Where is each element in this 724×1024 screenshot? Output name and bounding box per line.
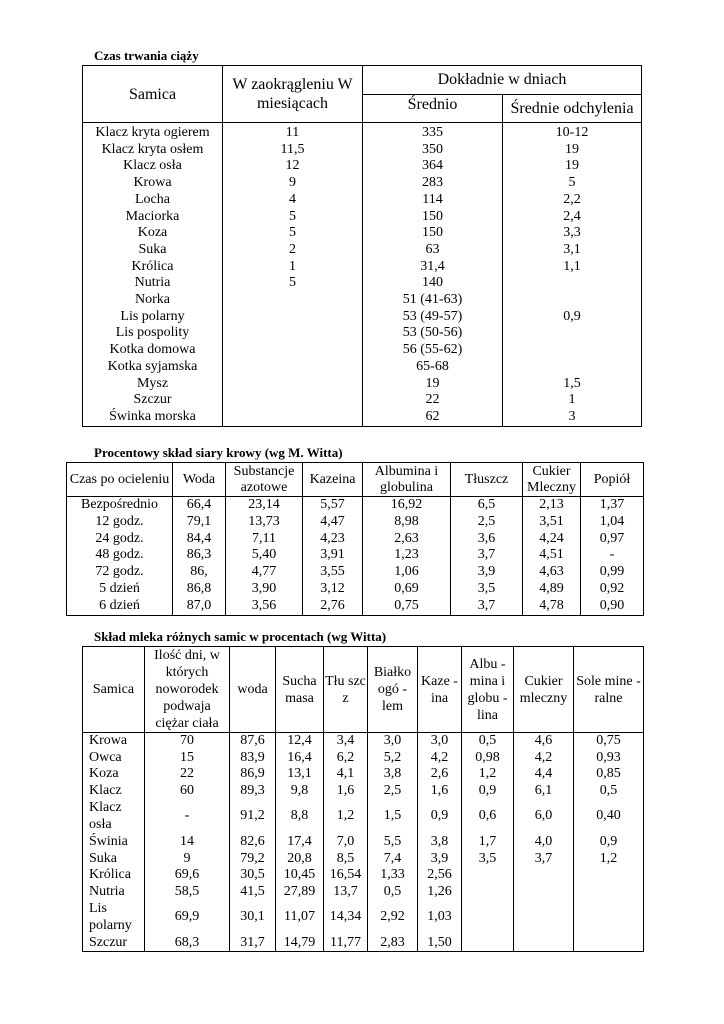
- header-col-1: Woda: [173, 463, 226, 497]
- row-label: Szczur: [89, 934, 128, 950]
- table-cell: 83,9: [230, 750, 276, 767]
- table-row: [83, 867, 644, 884]
- table-cell: 13,73: [226, 514, 303, 531]
- table-cell: 23,14: [226, 497, 303, 514]
- table-cell: 8,5: [324, 851, 368, 868]
- table-cell: 60: [145, 783, 230, 800]
- table-cell: 0,6: [462, 800, 514, 834]
- header-col-3: Sucha masa: [276, 647, 324, 733]
- table-cell: 3,4: [324, 733, 368, 750]
- table-cell: 4,78: [523, 598, 581, 615]
- table-cell: 1,2: [324, 800, 368, 834]
- table-row: [67, 531, 644, 548]
- table3-caption: Skład mleka różnych samic w procentach (wg Witta): [94, 629, 387, 644]
- table-cell: 86,: [173, 564, 226, 581]
- table-cell: 1,26: [418, 884, 462, 901]
- table-cell: 1,37: [581, 497, 644, 514]
- table-row: [67, 564, 644, 581]
- colostrum-body: [67, 497, 644, 616]
- header-deviation: Średnie odchylenia: [503, 94, 642, 123]
- table-cell: 11,77: [324, 935, 368, 952]
- table-cell: [462, 935, 514, 952]
- header-col-7: Popiół: [581, 463, 644, 497]
- table-cell: 1,50: [418, 935, 462, 952]
- table-cell: 3,9: [418, 851, 462, 868]
- table-row: [67, 514, 644, 531]
- table-cell: 1,23: [363, 547, 451, 564]
- table-cell: 86,9: [230, 766, 276, 783]
- table-cell: 0,5: [368, 884, 418, 901]
- table-row: [83, 766, 644, 783]
- table-cell: 5,2: [368, 750, 418, 767]
- table-cell: 70: [145, 733, 230, 750]
- colostrum-table: [66, 462, 644, 616]
- table-cell: 4,2: [514, 750, 574, 767]
- table-row: [83, 901, 644, 935]
- table-row: [83, 800, 644, 834]
- table-cell: 4,24: [523, 531, 581, 548]
- row-label: Krowa: [89, 733, 128, 748]
- header-col-9: Sole mine - ralne: [574, 647, 644, 733]
- table-cell: 3,6: [451, 531, 523, 548]
- header-col-4: Tłu szc z: [324, 647, 368, 733]
- table-cell: 4,2: [418, 750, 462, 767]
- table-cell: 2,13: [523, 497, 581, 514]
- table1-caption: Czas trwania ciąży: [94, 48, 199, 63]
- table-cell: 0,97: [581, 531, 644, 548]
- table-cell: 30,1: [230, 901, 276, 935]
- row-label: Owca: [89, 749, 122, 765]
- table-cell: [514, 867, 574, 884]
- table-cell: 11,07: [276, 901, 324, 935]
- header-col-1: Ilość dni, w których noworodek podwaja ciężar ciała: [145, 647, 230, 733]
- table-cell: 86,3: [173, 547, 226, 564]
- table-row: [83, 935, 644, 952]
- table-cell: 5,5: [368, 834, 418, 851]
- header-col-7: Albu -mina i globu -lina: [462, 647, 514, 733]
- column-deviation: 10-12 19 19 5 2,2 2,4 3,3 3,1 1,1 0,9 1,5 1 3: [503, 123, 642, 427]
- row-label: Klacz osła: [89, 800, 122, 832]
- milk-body: [83, 733, 644, 952]
- table-row: [67, 598, 644, 615]
- table-cell: 6,0: [514, 800, 574, 834]
- table-cell: 1,2: [462, 766, 514, 783]
- table-cell: 6,2: [324, 750, 368, 767]
- table-row: [67, 581, 644, 598]
- header-days: Dokładnie w dniach: [363, 66, 642, 95]
- table2-caption: Procentowy skład siary krowy (wg M. Witta): [94, 445, 343, 460]
- table-cell: 2,5: [368, 783, 418, 800]
- table-cell: 86,8: [173, 581, 226, 598]
- table-cell: 91,2: [230, 800, 276, 834]
- table-cell: 1,2: [574, 851, 644, 868]
- table-cell: 14,79: [276, 935, 324, 952]
- table-cell: 5,57: [303, 497, 363, 514]
- row-label: 72 godz.: [95, 564, 144, 580]
- header-col-3: Kazeina: [303, 463, 363, 497]
- row-label: 5 dzień: [99, 580, 140, 596]
- table-cell: 0,93: [574, 750, 644, 767]
- header-col-4: Albumina i globulina: [363, 463, 451, 497]
- table-cell: 3,55: [303, 564, 363, 581]
- table-cell: 0,90: [581, 598, 644, 615]
- table-cell: 3,8: [418, 834, 462, 851]
- table-cell: 15: [145, 750, 230, 767]
- table-cell: [462, 867, 514, 884]
- table-cell: 4,63: [523, 564, 581, 581]
- table-cell: 3,5: [451, 581, 523, 598]
- table-cell: 3,91: [303, 547, 363, 564]
- row-label: Nutria: [89, 883, 125, 899]
- table-cell: 3,12: [303, 581, 363, 598]
- table-cell: 66,4: [173, 497, 226, 514]
- table-cell: 2,6: [418, 766, 462, 783]
- table-cell: 5,40: [226, 547, 303, 564]
- row-label: Królica: [89, 867, 131, 883]
- table-cell: 1,7: [462, 834, 514, 851]
- row-label: 48 godz.: [95, 547, 144, 563]
- table-cell: 1,6: [418, 783, 462, 800]
- table-cell: 3,7: [451, 598, 523, 615]
- table-cell: 0,99: [581, 564, 644, 581]
- table-row: [83, 750, 644, 767]
- table-cell: 2,83: [368, 935, 418, 952]
- table-cell: 1,5: [368, 800, 418, 834]
- table-cell: 2,76: [303, 598, 363, 615]
- header-col-8: Cukier mleczny: [514, 647, 574, 733]
- table-cell: 3,56: [226, 598, 303, 615]
- row-label: 12 godz.: [95, 513, 144, 529]
- table-cell: 4,47: [303, 514, 363, 531]
- table-row: [83, 834, 644, 851]
- header-col-0: Czas po ocieleniu: [67, 463, 173, 497]
- table-cell: 3,5: [462, 851, 514, 868]
- table-cell: [574, 935, 644, 952]
- table-row: [83, 851, 644, 868]
- header-col-5: Białko ogó -lem: [368, 647, 418, 733]
- table-cell: 0,98: [462, 750, 514, 767]
- table-cell: 2,5: [451, 514, 523, 531]
- table-cell: 0,5: [574, 783, 644, 800]
- table-cell: 22: [145, 766, 230, 783]
- table-cell: 1,33: [368, 867, 418, 884]
- table-cell: 82,6: [230, 834, 276, 851]
- table-cell: 69,6: [145, 867, 230, 884]
- table-cell: 3,9: [451, 564, 523, 581]
- table-cell: 4,6: [514, 733, 574, 750]
- table-cell: 16,54: [324, 867, 368, 884]
- table-cell: [514, 901, 574, 935]
- table-cell: 0,9: [418, 800, 462, 834]
- table-cell: [514, 884, 574, 901]
- table-cell: 2,56: [418, 867, 462, 884]
- table-cell: 14: [145, 834, 230, 851]
- row-label: 24 godz.: [95, 530, 144, 546]
- table-cell: 84,4: [173, 531, 226, 548]
- table-cell: 16,4: [276, 750, 324, 767]
- table-cell: 1,04: [581, 514, 644, 531]
- header-col-2: woda: [230, 647, 276, 733]
- table-cell: 8,98: [363, 514, 451, 531]
- table-cell: 0,92: [581, 581, 644, 598]
- table-cell: [574, 884, 644, 901]
- table-row: [67, 547, 644, 564]
- table-cell: 68,3: [145, 935, 230, 952]
- table-cell: 10,45: [276, 867, 324, 884]
- table-cell: 13,1: [276, 766, 324, 783]
- table-cell: 1,06: [363, 564, 451, 581]
- column-months: 11 11,5 12 9 4 5 5 2 1 5: [223, 123, 363, 427]
- table-cell: [514, 935, 574, 952]
- header-samica: Samica: [83, 66, 223, 123]
- header-average: Średnio: [363, 94, 503, 123]
- header-months: W zaokrągleniu W miesiącach: [223, 66, 363, 123]
- table-cell: [574, 901, 644, 935]
- table-cell: 0,75: [363, 598, 451, 615]
- milk-composition-table: [82, 646, 644, 952]
- table-row: [83, 783, 644, 800]
- table-cell: 3,0: [368, 733, 418, 750]
- column-average: 335 350 364 283 114 150 150 63 31,4 140 51 (41-63) 53 (49-57) 53 (50-56) 56 (55-62) 65-68 19 22 62: [363, 123, 503, 427]
- row-label: Klacz: [89, 783, 122, 799]
- table-cell: 7,4: [368, 851, 418, 868]
- row-label: Bezpośrednio: [81, 497, 158, 512]
- table-row: [83, 733, 644, 750]
- table-cell: -: [581, 547, 644, 564]
- table-cell: 3,51: [523, 514, 581, 531]
- table-cell: 12,4: [276, 733, 324, 750]
- table-cell: 41,5: [230, 884, 276, 901]
- table-cell: 1,03: [418, 901, 462, 935]
- header-col-6: Kaze -ina: [418, 647, 462, 733]
- table-cell: 87,0: [173, 598, 226, 615]
- table-row: [67, 497, 644, 514]
- table-cell: 89,3: [230, 783, 276, 800]
- table-cell: 2,63: [363, 531, 451, 548]
- table-cell: 6,5: [451, 497, 523, 514]
- table-cell: 4,1: [324, 766, 368, 783]
- table-cell: 13,7: [324, 884, 368, 901]
- table-cell: 7,0: [324, 834, 368, 851]
- table-cell: 3,7: [514, 851, 574, 868]
- table-cell: [574, 867, 644, 884]
- table-cell: 0,75: [574, 733, 644, 750]
- gestation-table: [82, 65, 642, 427]
- table-cell: 3,0: [418, 733, 462, 750]
- table-cell: 3,90: [226, 581, 303, 598]
- table-cell: 2,92: [368, 901, 418, 935]
- header-col-6: Cukier Mleczny: [523, 463, 581, 497]
- table-cell: 69,9: [145, 901, 230, 935]
- table-cell: 4,4: [514, 766, 574, 783]
- table-cell: 0,69: [363, 581, 451, 598]
- table-cell: 3,7: [451, 547, 523, 564]
- table-cell: [462, 884, 514, 901]
- table-cell: 6,1: [514, 783, 574, 800]
- table-cell: 1,6: [324, 783, 368, 800]
- table-cell: 27,89: [276, 884, 324, 901]
- row-label: 6 dzień: [99, 597, 140, 613]
- table-cell: 4,0: [514, 834, 574, 851]
- table-cell: 30,5: [230, 867, 276, 884]
- table-cell: 0,5: [462, 733, 514, 750]
- table-cell: 3,8: [368, 766, 418, 783]
- table-cell: 4,89: [523, 581, 581, 598]
- table-cell: 0,9: [462, 783, 514, 800]
- table-cell: -: [145, 800, 230, 834]
- row-label: Lis polarny: [89, 900, 132, 933]
- column-samica: Klacz kryta ogierem Klacz kryta osłem Klacz osła Krowa Locha Maciorka Koza Suka Królica Nutria Norka Lis polarny Lis pospolity Kotka domowa Kotka syjamska Mysz Szczur Świnka morska: [95, 125, 210, 424]
- table-cell: 4,77: [226, 564, 303, 581]
- header-col-2: Substancje azotowe: [226, 463, 303, 497]
- table-cell: 20,8: [276, 851, 324, 868]
- table-cell: 8,8: [276, 800, 324, 834]
- table-cell: 9: [145, 851, 230, 868]
- table-cell: 17,4: [276, 834, 324, 851]
- row-label: Świnia: [89, 833, 128, 849]
- table-cell: 9,8: [276, 783, 324, 800]
- table-cell: 0,40: [574, 800, 644, 834]
- table-cell: 79,1: [173, 514, 226, 531]
- header-col-5: Tłuszcz: [451, 463, 523, 497]
- table-cell: 16,92: [363, 497, 451, 514]
- table-cell: 7,11: [226, 531, 303, 548]
- table-cell: 31,7: [230, 935, 276, 952]
- table-cell: 14,34: [324, 901, 368, 935]
- row-label: Suka: [89, 850, 117, 866]
- table-cell: 4,23: [303, 531, 363, 548]
- table-cell: 0,85: [574, 766, 644, 783]
- table-cell: [462, 901, 514, 935]
- table-cell: 0,9: [574, 834, 644, 851]
- table-cell: 58,5: [145, 884, 230, 901]
- row-label: Koza: [89, 766, 119, 782]
- table-cell: 4,51: [523, 547, 581, 564]
- table-cell: 87,6: [230, 733, 276, 750]
- header-col-0: Samica: [83, 647, 145, 733]
- table-row: [83, 884, 644, 901]
- table-cell: 79,2: [230, 851, 276, 868]
